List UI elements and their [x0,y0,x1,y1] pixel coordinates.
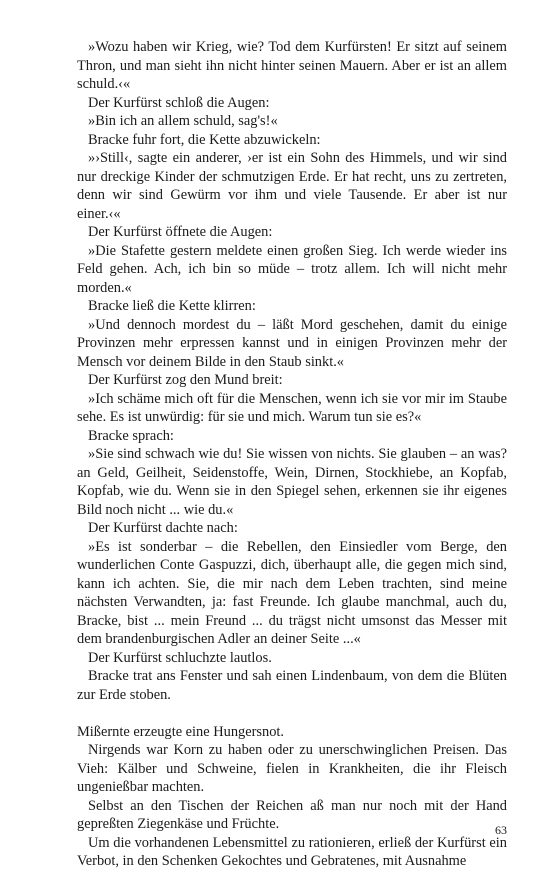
paragraph: »Ich schäme mich oft für die Menschen, wenn ich sie vor mir im Staube sehe. Es ist unwürdig: für sie und mich. Warum tun sie es?« [77,390,507,425]
paragraph: Um die vorhandenen Lebensmittel zu rationieren, erließ der Kurfürst ein Verbot, in den Schenken Gekochtes und Gebratenes, mit Ausnahme [77,834,507,869]
paragraph: Der Kurfürst schluchzte lautlos. [88,649,272,666]
paragraph: »Die Stafette gestern meldete einen großen Sieg. Ich werde wieder ins Feld gehen. Ach, ich bin so müde – trotz allem. Ich will nicht mehr morden.« [77,242,507,296]
paragraph: Bracke trat ans Fenster und sah einen Lindenbaum, von dem die Blüten zur Erde stoben. [77,668,507,703]
paragraph: Selbst an den Tischen der Reichen aß man nur noch mit der Hand gepreßten Ziegenkäse und Früchte. [77,797,507,832]
paragraph: Der Kurfürst dachte nach: [88,520,238,536]
paragraph: Der Kurfürst zog den Mund breit: [88,372,283,388]
paragraph: Bracke ließ die Kette klirren: [88,298,256,314]
paragraph: »›Still‹, sagte ein anderer, ›er ist ein Sohn des Himmels, und wir sind nur dreckige Kinder der schmutzigen Erde. Er hat recht, uns zu zertreten, denn wir sind Gewürm vor ihm und viele Tausende. Er aber ist nur einer.‹« [77,150,507,222]
paragraph: »Und dennoch mordest du – läßt Mord geschehen, damit du einige Provinzen mehr erpressen kannst und in einigen Provinzen mehr der Mensch vor deinem Bilde in den Staub sinkt.« [77,316,507,370]
paragraph: »Bin ich an allem schuld, sag's!« [88,113,278,129]
page-number: 63 [495,823,507,837]
section-start-paragraph: Mißernte erzeugte eine Hungersnot. [77,723,284,740]
paragraph: Nirgends war Korn zu haben oder zu unerschwinglichen Preisen. Das Vieh: Kälber und Schweine, fielen in Krankheiten, die ihr Fleisch ungenießbar machten. [77,742,507,795]
paragraph: Bracke fuhr fort, die Kette abzuwickeln: [88,131,321,148]
paragraph: Der Kurfürst öffnete die Augen: [88,224,273,240]
paragraph: »Sie sind schwach wie du! Sie wissen von nichts. Sie glauben – an was? an Geld, Geilheit, Seidenstoffe, Wein, Dirnen, Stockhiebe, an Kopfab, Kopfab, wie du. Wenn sie in den Spiegel sehen, erkennen sie ihr eigenes Bild noch nicht ... wie du.« [77,446,507,518]
paragraph: Bracke sprach: [88,427,174,444]
body-text [77,38,507,871]
paragraph: »Es ist sonderbar – die Rebellen, den Einsiedler vom Berge, den wunderlichen Conte Gaspuzzi, dich, überhaupt alle, die gegen mich sind, kann ich achten. Sie, die mir nach dem Leben trachten, sind meine nächsten Verwandten, ja: fast Freunde. Ich glaube manchmal, auch du, Bracke, bist ... mein Freund ... du trägst nicht umsonst das Messer mit dem brandenburgischen Adler an deiner Seite ...« [77,538,507,647]
paragraph: Der Kurfürst schloß die Augen: [88,94,270,111]
paragraph: »Wozu haben wir Krieg, wie? Tod dem Kurfürsten! Er sitzt auf seinem Thron, und man sieht ihn nicht hinter seinen Mauern. Aber er ist an allem schuld.‹« [77,39,507,92]
